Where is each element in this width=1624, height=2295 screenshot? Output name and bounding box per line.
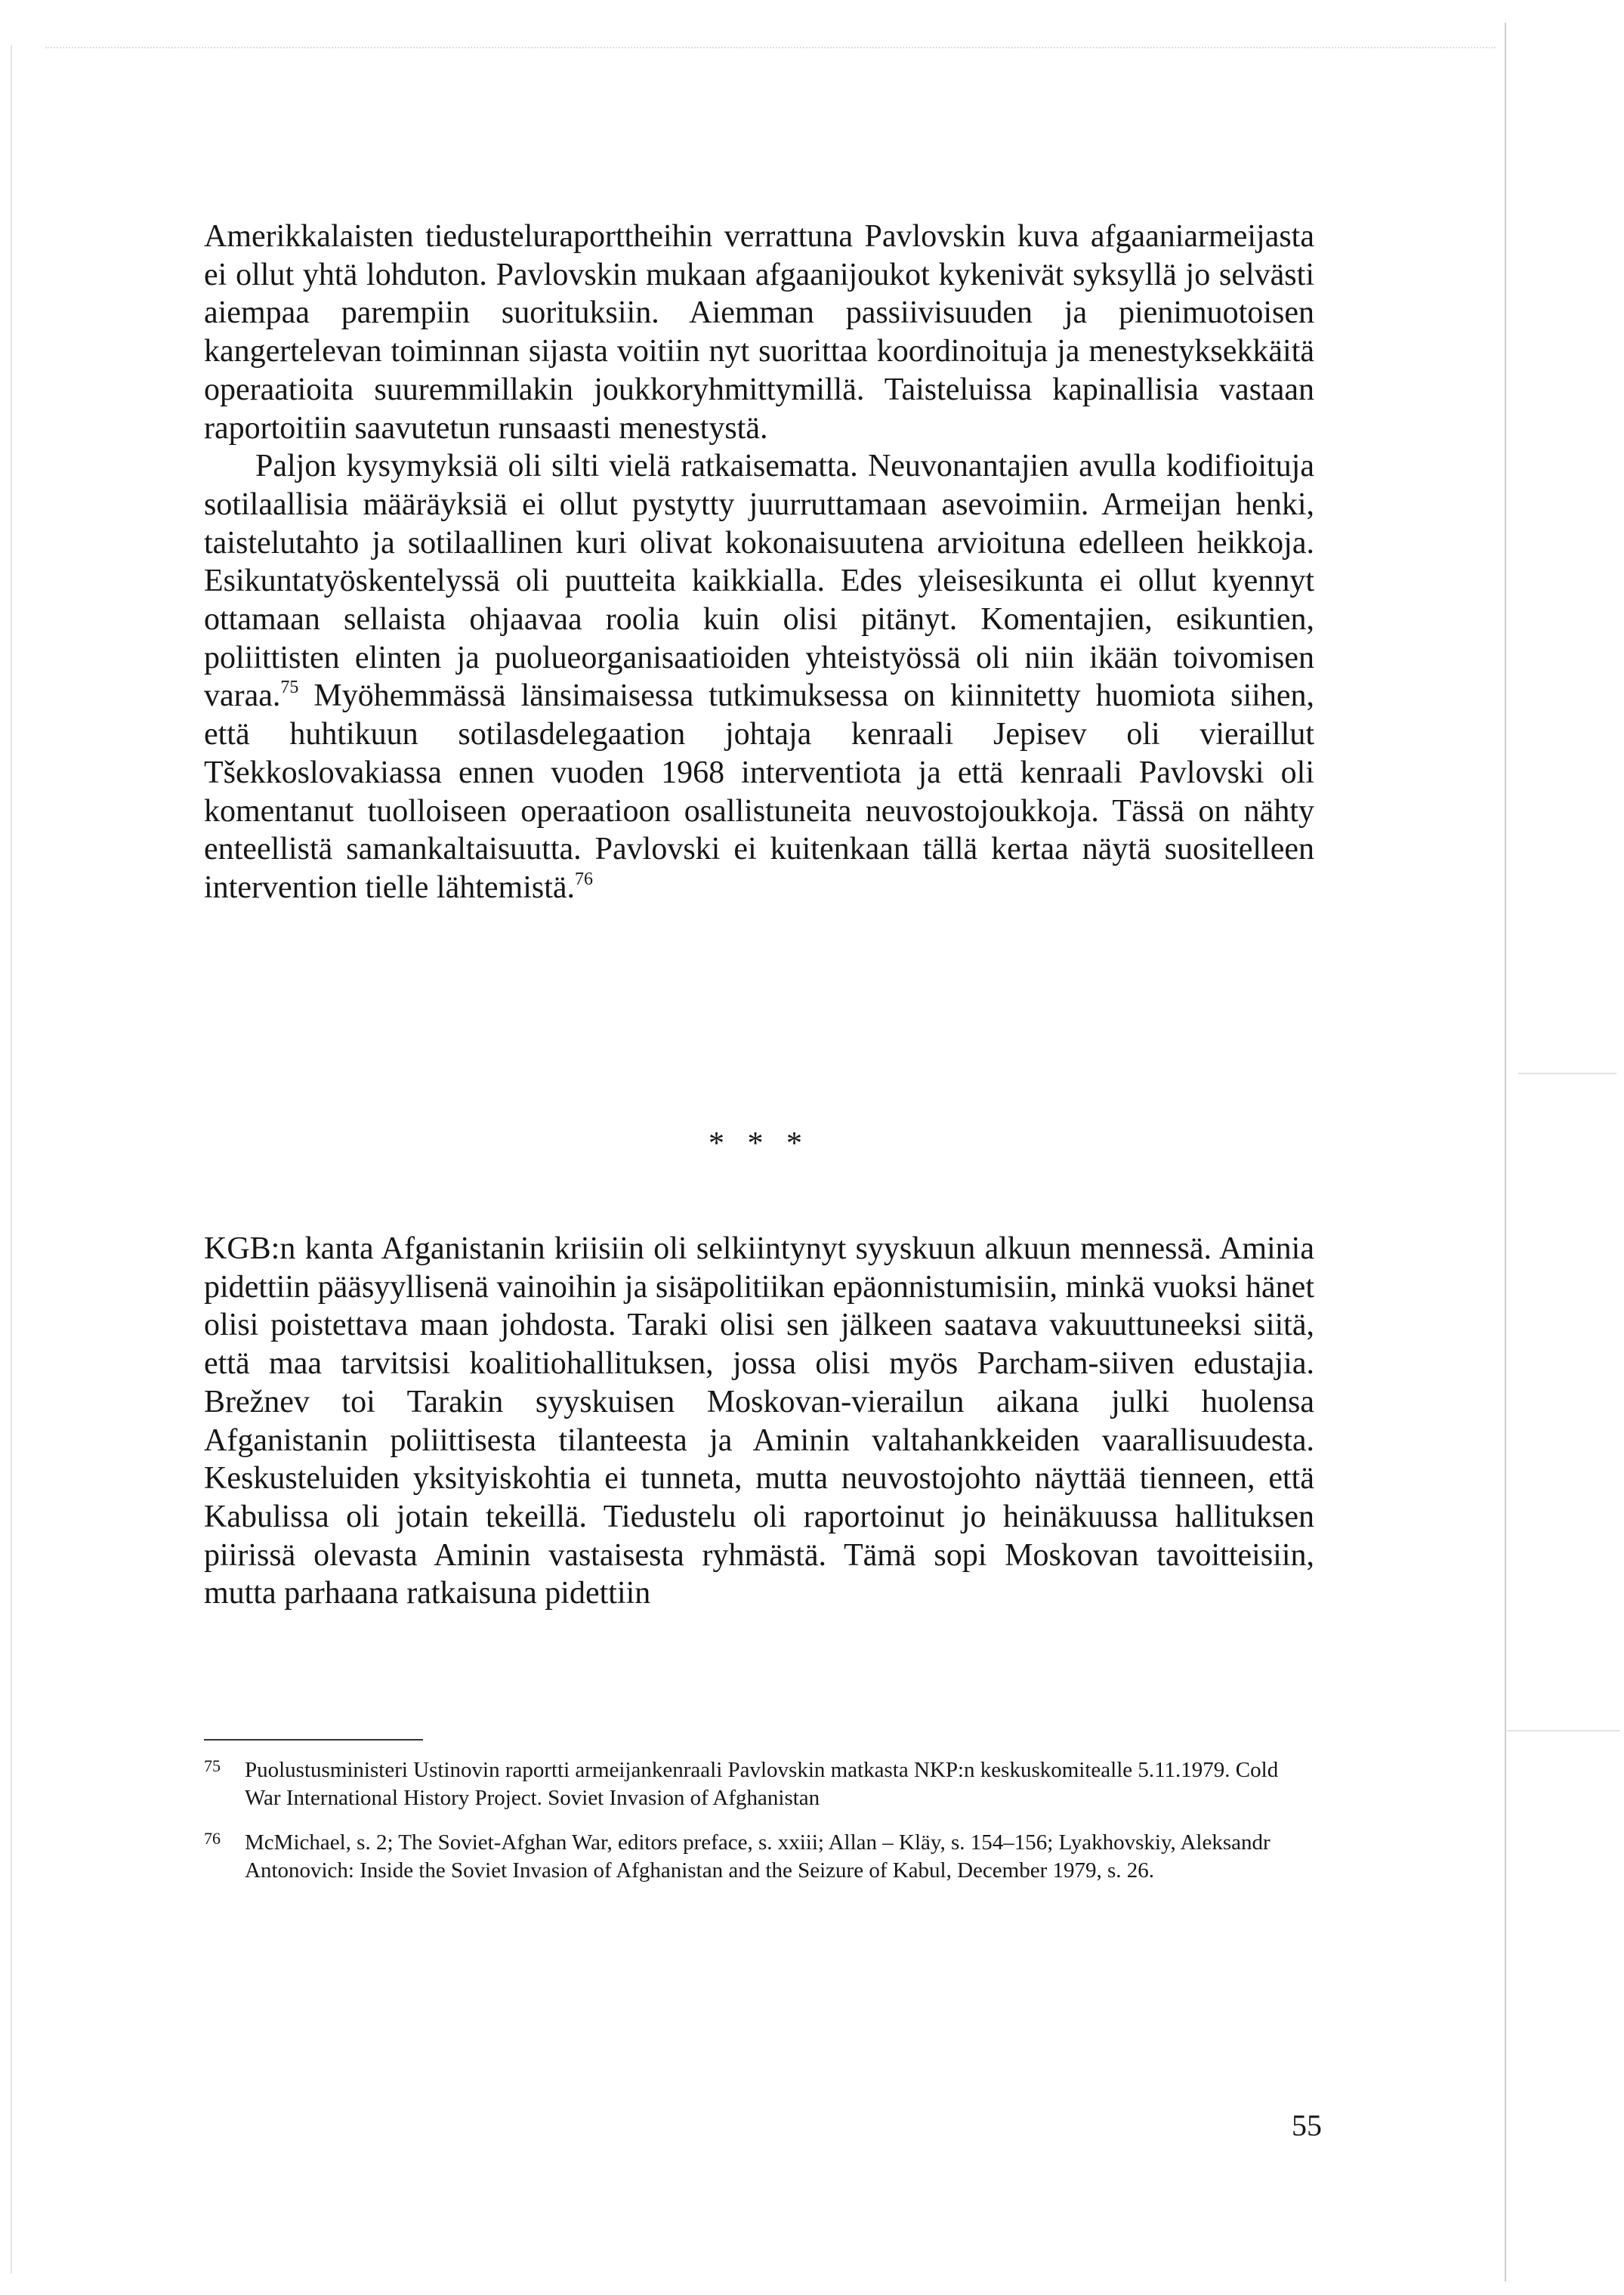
paragraph: Amerikkalaisten tiedusteluraporttheihin verrattuna Pavlovskin kuva afgaaniarmeijasta ei ollut yhtä lohduton. Pavlovskin mukaan afgaanijoukot kykenivät syksyllä jo selvästi aiempaa parempiin suorituksiin. Aiemman passiivisuuden ja pienimuotoisen kangertelevan toiminnan sijasta voitiin nyt suorittaa koordinoituja ja menestyksekkäitä operaatioita suuremmillakin joukkoryhmittymillä. Taisteluissa kapinallisia vastaan raportoitiin saavutetun runsaasti menestystä. [204, 219, 1314, 446]
paragraph-text: Paljon kysymyksiä oli silti vielä ratkaisematta. Neuvonantajien avulla kodifioituja sotilaallisia määräyksiä ei ollut pystytty juurruttamaan asevoimiin. Armeijan henki, taistelutahto ja sotilaallinen kuri olivat kokonaisuutena arvioituna edelleen heikkoja. Esikuntatyöskentelyssä oli puutteita kaikkialla. Edes yleisesikunta ei ollut kyennyt ottamaan sellaista ohjaavaa roolia kuin olisi pitänyt. Komentajien, esikuntien, poliittisten elinten ja puolueorganisaatioiden yhteistyössä oli niin ikään toivomisen varaa. [204, 449, 1314, 714]
paragraph-text: Myöhemmässä länsimaisessa tutkimuksessa on kiinnitetty huomiota siihen, että huhtikuun sotilasdelegaation johtaja kenraali Jepisev oli vieraillut Tšekkoslovakiassa ennen vuoden 1968 interventiota ja että kenraali Pavlovski oli komentanut tuolloiseen operaatioon osallistuneita neuvostojoukkoja. Tässä on nähty enteellistä samankaltaisuutta. Pavlovski ei kuitenkaan tällä kertaa näytä suositelleen intervention tielle lähtemistä. [204, 678, 1314, 905]
page-number: 55 [1292, 2108, 1322, 2142]
footnote-ref[interactable]: 76 [575, 869, 594, 889]
scan-side-mark [1507, 1730, 1620, 1731]
footnote-divider [204, 1739, 423, 1741]
footnote-number: 75 [204, 1756, 221, 1775]
footnote-text: McMichael, s. 2; The Soviet-Afghan War, editors preface, s. xxiii; Allan – Kläy, s. 154–156; Lyakhovskiy, Aleksandr Antonovich: Inside the Soviet Invasion of Afghanistan and the Seizure of Kabul, December 1979, s. 26. [245, 1830, 1270, 1883]
scan-side-mark [1518, 1073, 1616, 1074]
paragraph [204, 447, 1314, 907]
scan-edge-left [11, 45, 12, 2274]
main-text-continued [204, 1230, 1314, 1613]
footnote [204, 1756, 1314, 1812]
footnote-text: Puolustusministeri Ustinovin raportti armeijankenraali Pavlovskin matkasta NKP:n keskuskomitealle 5.11.1979. Cold War International History Project. Soviet Invasion of Afghanistan [245, 1758, 1279, 1810]
section-break: * * * [709, 1126, 810, 1161]
main-text [204, 218, 1314, 907]
scan-top-edge [45, 47, 1496, 49]
footnote-number: 76 [204, 1829, 221, 1848]
footnotes [204, 1756, 1314, 1901]
paragraph: KGB:n kanta Afganistanin kriisiin oli selkiintynyt syyskuun alkuun mennessä. Aminia pidettiin pääsyyllisenä vainoihin ja sisäpolitiikan epäonnistumisiin, minkä vuoksi hänet olisi poistettava maan johdosta. Taraki olisi sen jälkeen saatava vakuuttuneeksi siitä, että maa tarvitsisi koalitiohallituksen, jossa olisi myös Parcham-siiven edustajia. Brežnev toi Tarakin syyskuisen Moskovan-vierailun aikana julki huolensa Afganistanin poliittisesta tilanteesta ja Aminin valtahankkeiden vaarallisuudesta. Keskusteluiden yksityiskohtia ei tunneta, mutta neuvostojohto näyttää tienneen, että Kabulissa oli jotain tekeillä. Tiedustelu oli raportoinut jo heinäkuussa hallituksen piirissä olevasta Aminin vastaisesta ryhmästä. Tämä sopi Moskovan tavoitteisiin, mutta parhaana ratkaisuna pidettiin [204, 1231, 1314, 1611]
scan-edge-right [1505, 23, 1506, 2281]
footnote-ref[interactable]: 75 [280, 678, 299, 698]
footnote [204, 1829, 1314, 1885]
